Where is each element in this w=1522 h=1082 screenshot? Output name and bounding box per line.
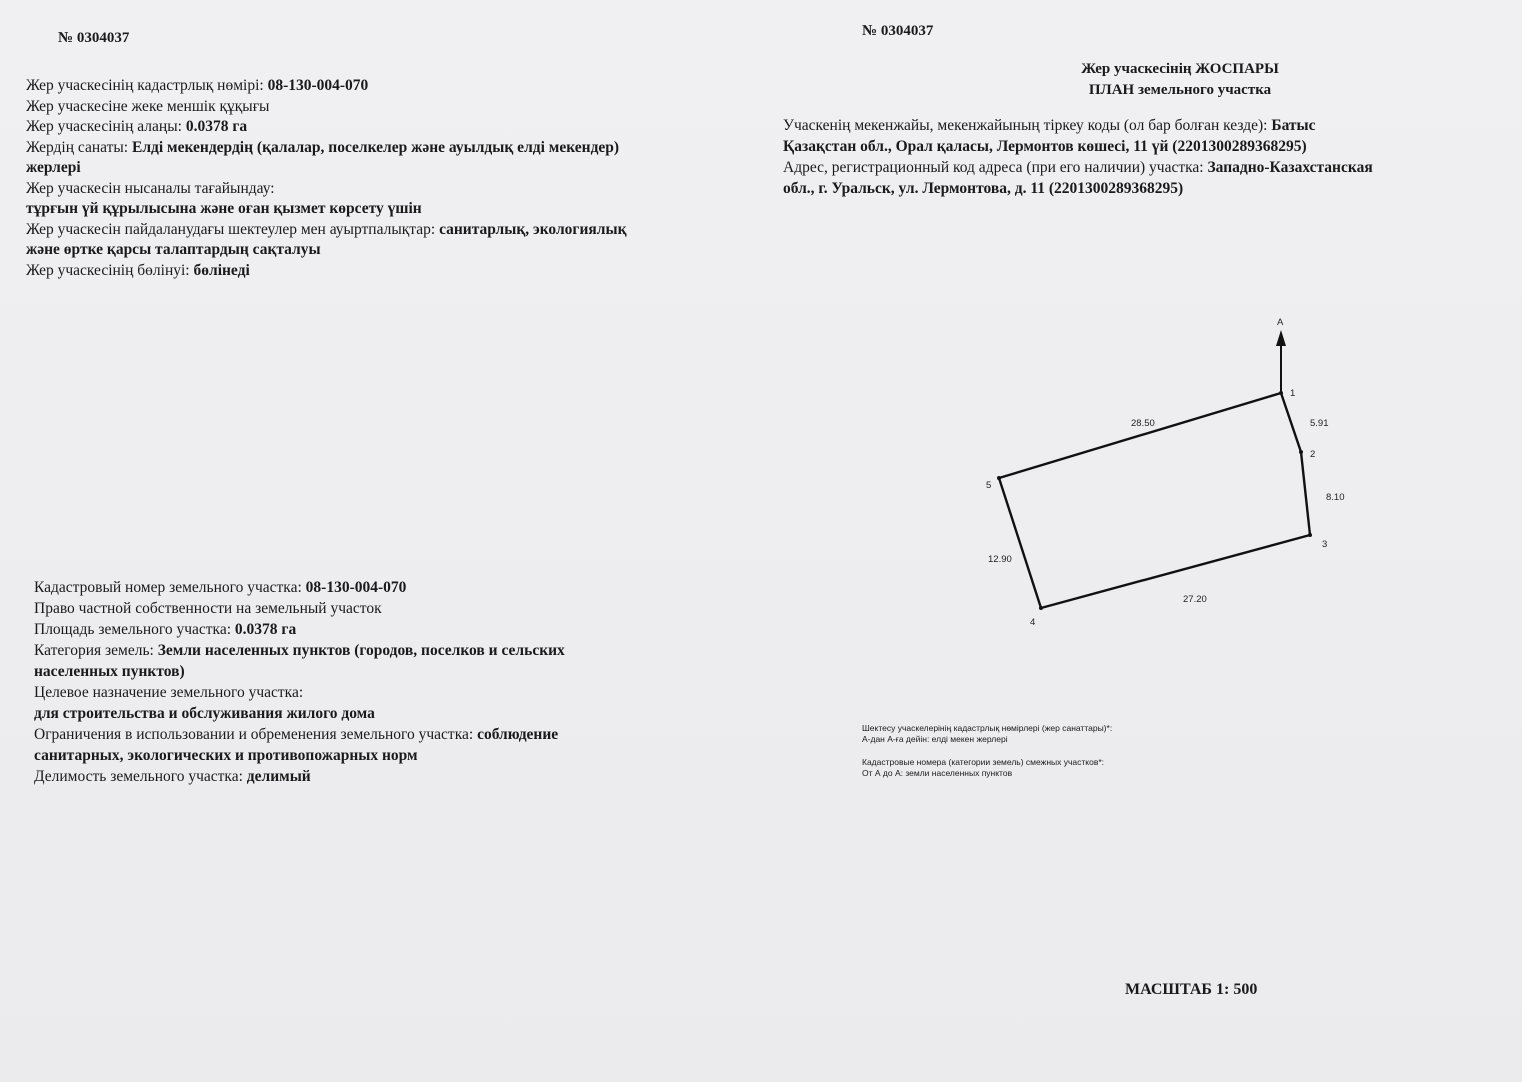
scale-label: МАСШТАБ 1: 500 xyxy=(1125,981,1258,998)
document-number-left: № 0304037 xyxy=(58,30,130,46)
point-label-5: 5 xyxy=(986,480,992,491)
vertex-2 xyxy=(1299,450,1303,454)
vertex-4 xyxy=(1039,606,1043,610)
point-label-1: 1 xyxy=(1290,388,1296,399)
ru-right-line: Право частной собственности на земельный участок xyxy=(34,600,382,617)
adjacent-ru-title: Кадастровые номера (категории земель) смежных участков*: xyxy=(862,757,1105,767)
segment-length-2-3: 8.10 xyxy=(1326,492,1345,503)
kz-purpose-value: тұрғын үй құрылысына және оған қызмет көрсету үшін xyxy=(26,200,422,217)
kz-right-line: Жер учаскесіне жеке меншік құқығы xyxy=(26,97,270,115)
kz-divisibility-line: Жер учаскесінің бөлінуі: бөлінеді xyxy=(26,261,250,279)
ru-area-line: Площадь земельного участка: 0.0378 га xyxy=(34,621,297,638)
point-label-3: 3 xyxy=(1322,539,1328,550)
kz-restrictions-line: Жер учаскесін пайдаланудағы шектеулер мен ауыртпалықтар: санитарлық, экологиялық xyxy=(26,220,627,238)
adjacent-plots-kz xyxy=(862,723,1112,745)
ru-cadastral-value: 08-130-004-070 xyxy=(305,579,407,596)
kz-category-line-2: жерлері xyxy=(26,159,81,176)
document-number-right: № 0304037 xyxy=(862,23,934,39)
segment-length-3-4: 27.20 xyxy=(1183,594,1207,605)
ru-category-line: Категория земель: Земли населенных пунктов (городов, поселков и сельских xyxy=(34,642,565,659)
ru-category-line-2: населенных пунктов) xyxy=(34,663,185,680)
vertex-3 xyxy=(1308,533,1312,537)
kz-cadastral-value: 08-130-004-070 xyxy=(267,77,369,94)
kz-category-line: Жердің санаты: Елді мекендердің (қалалар, поселкелер және ауылдық елді мекендер) xyxy=(26,138,620,156)
kz-purpose-label: Жер учаскесін нысаналы тағайындау: xyxy=(26,179,275,197)
segment-length-1-2: 5.91 xyxy=(1310,418,1329,429)
north-arrow-icon xyxy=(1276,330,1286,346)
kz-area-value: 0.0378 га xyxy=(185,118,248,135)
point-label-2: 2 xyxy=(1310,449,1316,460)
address-kz-line: Учаскенің мекенжайы, мекенжайының тіркеу коды (ол бар болған кезде): Батыс xyxy=(783,117,1316,134)
adjacent-plots-ru xyxy=(862,757,1104,779)
ru-restrictions-line: Ограничения в использовании и обременения земельного участка: соблюдение xyxy=(34,726,559,743)
ru-cadastral-line: Кадастровый номер земельного участка: 08-130-004-070 xyxy=(34,579,407,596)
adjacent-ru-value: От А до А: земли населенных пунктов xyxy=(862,768,1013,778)
north-label: А xyxy=(1277,317,1284,328)
ru-area-value: 0.0378 га xyxy=(234,621,297,638)
vertex-1 xyxy=(1279,391,1283,395)
adjacent-kz-value: А-дан А-ға дейін: елді мекен жерлері xyxy=(862,734,1008,744)
address-ru-line-2: обл., г. Уральск, ул. Лермонтова, д. 11 (2201300289368295) xyxy=(783,180,1184,197)
ru-restrictions-line-2: санитарных, экологических и противопожарных норм xyxy=(34,747,418,764)
point-label-4: 4 xyxy=(1030,617,1036,628)
kz-restrictions-line-2: және өртке қарсы талаптардың сақталуы xyxy=(26,241,321,258)
kz-area-line: Жер учаскесінің алаңы: 0.0378 га xyxy=(26,118,248,135)
ru-purpose-value: для строительства и обслуживания жилого дома xyxy=(34,705,375,722)
segment-length-5-1: 28.50 xyxy=(1131,418,1155,429)
plan-title-kz: Жер учаскесінің ЖОСПАРЫ xyxy=(1081,61,1279,77)
adjacent-kz-title: Шектесу учаскелерінің кадастрлық нөмірлері (жер санаттары)*: xyxy=(862,723,1113,733)
vertex-5 xyxy=(997,476,1001,480)
ru-divisibility-line: Делимость земельного участка: делимый xyxy=(34,768,311,785)
segment-length-4-5: 12.90 xyxy=(988,554,1012,565)
address-kz-line-2: Қазақстан обл., Орал қаласы, Лермонтов көшесі, 11 үй (2201300289368295) xyxy=(783,138,1307,155)
address-ru-line: Адрес, регистрационный код адреса (при его наличии) участка: Западно-Казахстанская xyxy=(783,159,1373,176)
kz-cadastral-line: Жер учаскесінің кадастрлық нөмірі: 08-130-004-070 xyxy=(26,77,369,94)
plan-title-ru: ПЛАН земельного участка xyxy=(1088,82,1272,98)
ru-purpose-label: Целевое назначение земельного участка: xyxy=(34,684,304,701)
